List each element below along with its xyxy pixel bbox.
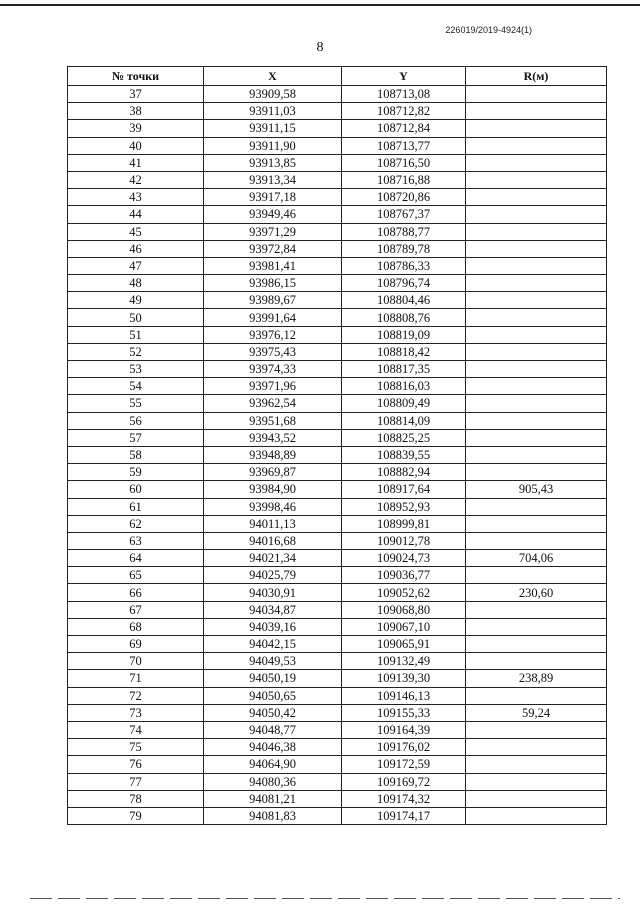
- y-cell: 108796,74: [342, 275, 466, 292]
- radius-cell: [466, 275, 607, 292]
- x-cell: 93943,52: [204, 429, 342, 446]
- table-row: [68, 773, 607, 790]
- radius-cell: 59,24: [466, 704, 607, 721]
- radius-cell: [466, 532, 607, 549]
- point-number-cell: 75: [68, 739, 204, 756]
- radius-cell: [466, 378, 607, 395]
- y-cell: 108825,25: [342, 429, 466, 446]
- point-number-cell: 79: [68, 807, 204, 824]
- radius-cell: [466, 309, 607, 326]
- x-cell: 94064,90: [204, 756, 342, 773]
- radius-cell: [466, 687, 607, 704]
- y-cell: 108712,82: [342, 103, 466, 120]
- point-number-cell: 61: [68, 498, 204, 515]
- point-number-cell: 56: [68, 412, 204, 429]
- table-row: [68, 515, 607, 532]
- table-row: [68, 756, 607, 773]
- point-number-cell: 50: [68, 309, 204, 326]
- radius-cell: [466, 446, 607, 463]
- point-number-cell: 49: [68, 292, 204, 309]
- y-cell: 109132,49: [342, 653, 466, 670]
- x-cell: 94021,34: [204, 550, 342, 567]
- table-body: [68, 86, 607, 825]
- y-cell: 108789,78: [342, 240, 466, 257]
- point-number-cell: 66: [68, 584, 204, 601]
- table-row: [68, 584, 607, 601]
- x-cell: 94011,13: [204, 515, 342, 532]
- table-row: [68, 790, 607, 807]
- radius-cell: 704,06: [466, 550, 607, 567]
- y-cell: 108917,64: [342, 481, 466, 498]
- y-cell: 108786,33: [342, 257, 466, 274]
- radius-cell: 238,89: [466, 670, 607, 687]
- y-cell: 108716,50: [342, 154, 466, 171]
- point-number-cell: 78: [68, 790, 204, 807]
- y-cell: 109176,02: [342, 739, 466, 756]
- y-cell: 109164,39: [342, 721, 466, 738]
- table-row: [68, 240, 607, 257]
- radius-cell: [466, 601, 607, 618]
- table-row: [68, 309, 607, 326]
- y-cell: 108767,37: [342, 206, 466, 223]
- point-number-cell: 63: [68, 532, 204, 549]
- y-cell: 108839,55: [342, 446, 466, 463]
- point-number-cell: 58: [68, 446, 204, 463]
- point-number-cell: 39: [68, 120, 204, 137]
- point-number-cell: 41: [68, 154, 204, 171]
- y-cell: 108808,76: [342, 309, 466, 326]
- x-cell: 93991,64: [204, 309, 342, 326]
- document-id: 226019/2019-4924(1): [445, 25, 532, 35]
- point-number-cell: 76: [68, 756, 204, 773]
- table-row: [68, 721, 607, 738]
- x-cell: 94049,53: [204, 653, 342, 670]
- x-cell: 94016,68: [204, 532, 342, 549]
- x-cell: 94048,77: [204, 721, 342, 738]
- x-cell: 93969,87: [204, 464, 342, 481]
- x-cell: 93998,46: [204, 498, 342, 515]
- table-row: [68, 618, 607, 635]
- table-row: [68, 120, 607, 137]
- table-row: [68, 550, 607, 567]
- y-cell: 108720,86: [342, 189, 466, 206]
- point-number-cell: 70: [68, 653, 204, 670]
- table-row: [68, 739, 607, 756]
- point-number-cell: 55: [68, 395, 204, 412]
- table-row: [68, 206, 607, 223]
- radius-cell: 905,43: [466, 481, 607, 498]
- point-number-cell: 52: [68, 343, 204, 360]
- radius-cell: [466, 412, 607, 429]
- column-header-radius: R(м): [466, 67, 607, 86]
- y-cell: 109172,59: [342, 756, 466, 773]
- point-number-cell: 71: [68, 670, 204, 687]
- radius-cell: [466, 223, 607, 240]
- x-cell: 93911,90: [204, 137, 342, 154]
- radius-cell: [466, 326, 607, 343]
- radius-cell: [466, 618, 607, 635]
- radius-cell: [466, 498, 607, 515]
- table-row: [68, 464, 607, 481]
- table-row: [68, 326, 607, 343]
- point-number-cell: 64: [68, 550, 204, 567]
- point-number-cell: 68: [68, 618, 204, 635]
- y-cell: 108819,09: [342, 326, 466, 343]
- y-cell: 108713,77: [342, 137, 466, 154]
- x-cell: 93911,03: [204, 103, 342, 120]
- table-row: [68, 636, 607, 653]
- table-row: [68, 275, 607, 292]
- point-number-cell: 77: [68, 773, 204, 790]
- y-cell: 108814,09: [342, 412, 466, 429]
- table-row: [68, 292, 607, 309]
- radius-cell: [466, 189, 607, 206]
- x-cell: 94050,65: [204, 687, 342, 704]
- y-cell: 108818,42: [342, 343, 466, 360]
- point-number-cell: 48: [68, 275, 204, 292]
- table-row: [68, 361, 607, 378]
- column-header-y: Y: [342, 67, 466, 86]
- radius-cell: [466, 807, 607, 824]
- table-row: [68, 86, 607, 103]
- page-number: 8: [316, 40, 324, 55]
- x-cell: 93975,43: [204, 343, 342, 360]
- point-number-cell: 57: [68, 429, 204, 446]
- point-number-cell: 69: [68, 636, 204, 653]
- y-cell: 108817,35: [342, 361, 466, 378]
- radius-cell: [466, 429, 607, 446]
- x-cell: 94050,19: [204, 670, 342, 687]
- y-cell: 108804,46: [342, 292, 466, 309]
- radius-cell: [466, 171, 607, 188]
- table-row: [68, 653, 607, 670]
- y-cell: 108713,08: [342, 86, 466, 103]
- table-row: [68, 670, 607, 687]
- x-cell: 93913,34: [204, 171, 342, 188]
- table-row: [68, 257, 607, 274]
- table-header-row: [68, 67, 607, 86]
- x-cell: 93976,12: [204, 326, 342, 343]
- y-cell: 109139,30: [342, 670, 466, 687]
- x-cell: 94030,91: [204, 584, 342, 601]
- point-number-cell: 51: [68, 326, 204, 343]
- y-cell: 108788,77: [342, 223, 466, 240]
- table-row: [68, 189, 607, 206]
- y-cell: 109065,91: [342, 636, 466, 653]
- table-row: [68, 498, 607, 515]
- radius-cell: [466, 636, 607, 653]
- table-row: [68, 687, 607, 704]
- x-cell: 94050,42: [204, 704, 342, 721]
- radius-cell: [466, 653, 607, 670]
- x-cell: 93948,89: [204, 446, 342, 463]
- table-row: [68, 103, 607, 120]
- table-row: [68, 567, 607, 584]
- x-cell: 94081,83: [204, 807, 342, 824]
- bottom-scan-border: [30, 898, 620, 899]
- table-row: [68, 481, 607, 498]
- y-cell: 109146,13: [342, 687, 466, 704]
- point-number-cell: 67: [68, 601, 204, 618]
- x-cell: 94080,36: [204, 773, 342, 790]
- y-cell: 109024,73: [342, 550, 466, 567]
- x-cell: 94025,79: [204, 567, 342, 584]
- point-number-cell: 72: [68, 687, 204, 704]
- table-row: [68, 704, 607, 721]
- point-number-cell: 60: [68, 481, 204, 498]
- point-number-cell: 45: [68, 223, 204, 240]
- x-cell: 93974,33: [204, 361, 342, 378]
- point-number-cell: 47: [68, 257, 204, 274]
- y-cell: 108882,94: [342, 464, 466, 481]
- x-cell: 93989,67: [204, 292, 342, 309]
- point-number-cell: 44: [68, 206, 204, 223]
- point-number-cell: 46: [68, 240, 204, 257]
- table-row: [68, 601, 607, 618]
- radius-cell: [466, 721, 607, 738]
- radius-cell: [466, 361, 607, 378]
- x-cell: 94081,21: [204, 790, 342, 807]
- x-cell: 93971,29: [204, 223, 342, 240]
- x-cell: 94034,87: [204, 601, 342, 618]
- point-number-cell: 73: [68, 704, 204, 721]
- table-row: [68, 395, 607, 412]
- x-cell: 93951,68: [204, 412, 342, 429]
- table-row: [68, 223, 607, 240]
- x-cell: 93949,46: [204, 206, 342, 223]
- y-cell: 109012,78: [342, 532, 466, 549]
- y-cell: 108712,84: [342, 120, 466, 137]
- radius-cell: [466, 240, 607, 257]
- radius-cell: [466, 154, 607, 171]
- x-cell: 94039,16: [204, 618, 342, 635]
- point-number-cell: 42: [68, 171, 204, 188]
- top-scan-border: [0, 4, 640, 6]
- table-row: [68, 378, 607, 395]
- radius-cell: [466, 103, 607, 120]
- radius-cell: [466, 395, 607, 412]
- table-row: [68, 154, 607, 171]
- radius-cell: [466, 257, 607, 274]
- x-cell: 93962,54: [204, 395, 342, 412]
- x-cell: 93972,84: [204, 240, 342, 257]
- radius-cell: [466, 773, 607, 790]
- x-cell: 93911,15: [204, 120, 342, 137]
- radius-cell: 230,60: [466, 584, 607, 601]
- radius-cell: [466, 343, 607, 360]
- x-cell: 93984,90: [204, 481, 342, 498]
- x-cell: 93909,58: [204, 86, 342, 103]
- radius-cell: [466, 739, 607, 756]
- point-number-cell: 38: [68, 103, 204, 120]
- table-row: [68, 446, 607, 463]
- x-cell: 93913,85: [204, 154, 342, 171]
- radius-cell: [466, 790, 607, 807]
- table-row: [68, 343, 607, 360]
- y-cell: 109067,10: [342, 618, 466, 635]
- y-cell: 109174,17: [342, 807, 466, 824]
- y-cell: 109169,72: [342, 773, 466, 790]
- table-row: [68, 171, 607, 188]
- radius-cell: [466, 120, 607, 137]
- y-cell: 109155,33: [342, 704, 466, 721]
- y-cell: 108952,93: [342, 498, 466, 515]
- y-cell: 108816,03: [342, 378, 466, 395]
- x-cell: 93986,15: [204, 275, 342, 292]
- x-cell: 93917,18: [204, 189, 342, 206]
- point-number-cell: 53: [68, 361, 204, 378]
- radius-cell: [466, 206, 607, 223]
- column-header-x: X: [204, 67, 342, 86]
- point-number-cell: 54: [68, 378, 204, 395]
- y-cell: 109036,77: [342, 567, 466, 584]
- radius-cell: [466, 756, 607, 773]
- table-row: [68, 807, 607, 824]
- point-number-cell: 74: [68, 721, 204, 738]
- table-row: [68, 137, 607, 154]
- x-cell: 93971,96: [204, 378, 342, 395]
- radius-cell: [466, 86, 607, 103]
- table-row: [68, 532, 607, 549]
- x-cell: 94046,38: [204, 739, 342, 756]
- column-header-point-number: № точки: [68, 67, 204, 86]
- radius-cell: [466, 137, 607, 154]
- table-row: [68, 429, 607, 446]
- y-cell: 109174,32: [342, 790, 466, 807]
- y-cell: 109052,62: [342, 584, 466, 601]
- point-number-cell: 40: [68, 137, 204, 154]
- point-number-cell: 62: [68, 515, 204, 532]
- point-number-cell: 59: [68, 464, 204, 481]
- radius-cell: [466, 292, 607, 309]
- table-row: [68, 412, 607, 429]
- radius-cell: [466, 464, 607, 481]
- point-number-cell: 65: [68, 567, 204, 584]
- x-cell: 94042,15: [204, 636, 342, 653]
- y-cell: 108716,88: [342, 171, 466, 188]
- coordinates-table: [67, 66, 607, 825]
- x-cell: 93981,41: [204, 257, 342, 274]
- radius-cell: [466, 515, 607, 532]
- radius-cell: [466, 567, 607, 584]
- y-cell: 108809,49: [342, 395, 466, 412]
- y-cell: 108999,81: [342, 515, 466, 532]
- point-number-cell: 37: [68, 86, 204, 103]
- point-number-cell: 43: [68, 189, 204, 206]
- y-cell: 109068,80: [342, 601, 466, 618]
